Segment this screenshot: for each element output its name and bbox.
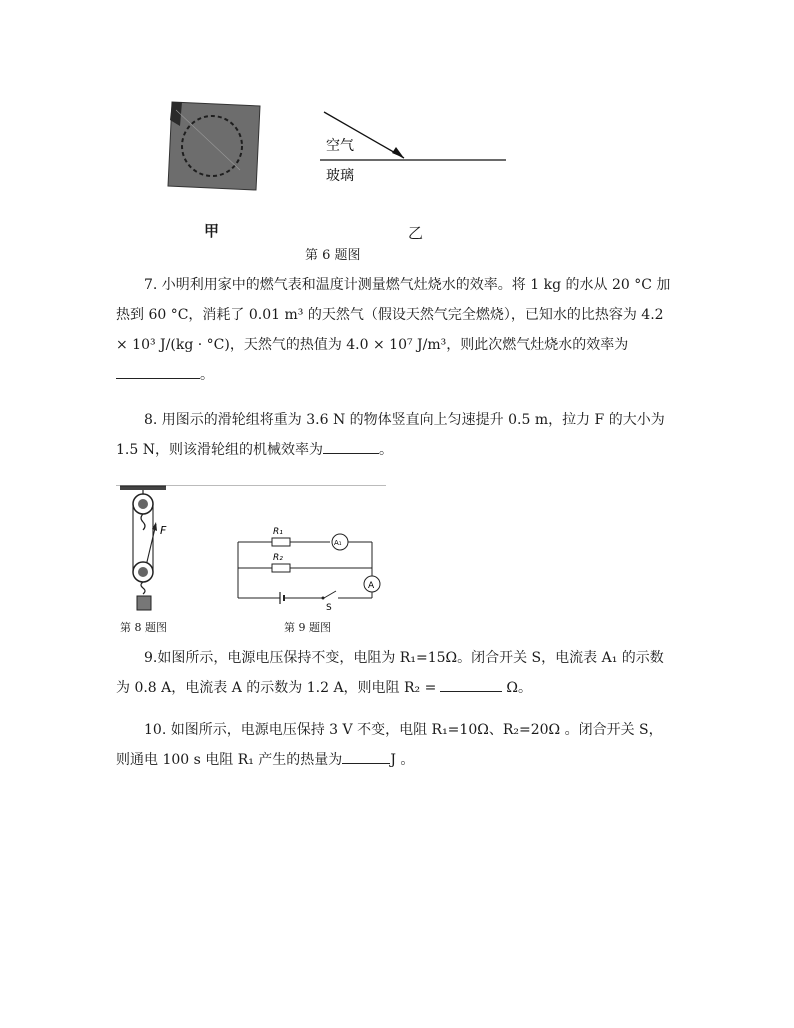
a1-label: A₁ bbox=[334, 539, 342, 547]
question-8 bbox=[116, 405, 676, 465]
question-9-end: Ω。 bbox=[506, 680, 532, 696]
figure9-caption: 第 9 题图 bbox=[284, 621, 331, 634]
question-10 bbox=[116, 715, 676, 775]
question-7 bbox=[116, 270, 676, 390]
figure6-refraction-diagram bbox=[310, 100, 510, 190]
question-8-text: 8. 用图示的滑轮组将重为 3.6 N 的物体竖直向上匀速提升 0.5 m，拉力 F 的大小为 1.5 N，则该滑轮组的机械效率为 bbox=[116, 412, 665, 458]
question-10-blank[interactable] bbox=[342, 745, 390, 764]
question-9-blank[interactable] bbox=[440, 673, 502, 692]
figure6-label-yi: 乙 bbox=[408, 224, 424, 242]
figure6-caption: 第 6 题图 bbox=[305, 248, 361, 263]
question-8-blank[interactable] bbox=[323, 435, 379, 454]
air-label: 空气 bbox=[326, 138, 354, 154]
r2-label: R₂ bbox=[273, 553, 283, 563]
question-8-end: 。 bbox=[378, 442, 393, 458]
glass-label: 玻璃 bbox=[326, 168, 354, 184]
a-label: A bbox=[368, 581, 375, 591]
question-9 bbox=[116, 643, 676, 703]
question-9-text: 9.如图所示，电源电压保持不变，电阻为 R₁=15Ω。闭合开关 S，电流表 A₁ 的示数为 0.8 A，电流表 A 的示数为 1.2 A，则电阻 R₂ = bbox=[116, 650, 664, 696]
figure9-circuit bbox=[232, 520, 382, 610]
question-10-text: 10. 如图所示，电源电压保持 3 V 不变，电阻 R₁=10Ω、R₂=20Ω 。闭合开关 S，则通电 100 s 电阻 R₁ 产生的热量为 bbox=[116, 722, 663, 768]
figure6-label-jia: 甲 bbox=[204, 222, 220, 240]
figure6-photo bbox=[166, 100, 262, 192]
figure8-pulley-system bbox=[116, 484, 186, 619]
question-7-text: 7. 小明利用家中的燃气表和温度计测量燃气灶烧水的效率。将 1 kg 的水从 20 °C 加热到 60 °C，消耗了 0.01 m³ 的天然气（假设天然气完全燃烧），已知水的比热容为 4.2 × 10³ J/(kg · °C)，天然气的热值为 4.0 × 10⁷ J/m³，则此次燃气灶烧水的效率为 bbox=[116, 277, 671, 353]
question-10-end: J 。 bbox=[390, 752, 415, 768]
r1-label: R₁ bbox=[273, 527, 283, 537]
force-label: F bbox=[160, 524, 167, 537]
switch-label: S bbox=[326, 603, 332, 610]
figure8-caption: 第 8 题图 bbox=[120, 621, 167, 634]
question-7-blank[interactable] bbox=[116, 360, 200, 379]
question-7-end: 。 bbox=[200, 367, 214, 383]
